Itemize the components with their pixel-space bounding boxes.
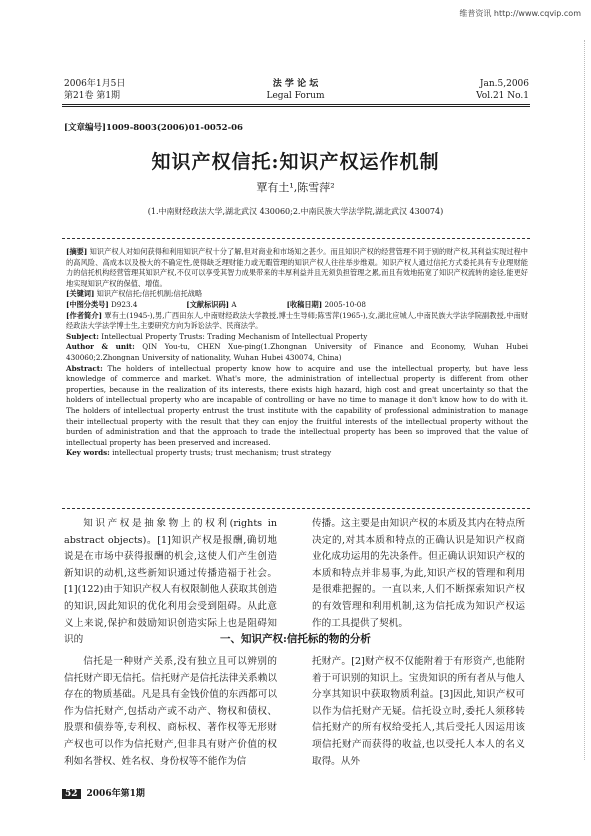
keywords-label: [关键词] [66, 289, 95, 299]
journal-name-en: Legal Forum [266, 91, 325, 101]
abstract-block [66, 247, 528, 459]
classification-row [66, 300, 528, 311]
intro-paragraph-right: 传播。这主要是由知识产权的本质及其内在特点所决定的,对其本质和特点的正确认识是知识产权商业化成功运用的先决条件。但正确认识知识产权的本质和特点并非易事,为此,知识产权的管理和利用是很难把握的。一直以来,人们不断探索知识产权的有效管理和利用机制,这为信托成为知识产权运作的工具提供了契机。 [312, 518, 525, 629]
article-authors: 覃有土¹,陈雪萍² [256, 181, 335, 194]
subject-en [66, 332, 528, 343]
footer-issue: 2006年第1期 [86, 789, 145, 799]
author-bio [66, 311, 528, 332]
author-bio-text: 覃有土(1945-),男,广西田东人,中南财经政法大学教授,博士生导师;陈雪萍(1965-),女,湖北应城人,中南民族大学法学院副教授,中南财经政法大学法学博士生,主要研究方向为诉讼法学、民商法学。 [66, 310, 528, 331]
abstract-label: [摘要] [66, 247, 88, 256]
section-heading: 一、知识产权:信托标的物的分析 [220, 633, 371, 645]
section-paragraph-right: 托财产。[2]财产权不仅能附着于有形资产,也能附着于可识别的知识上。宝贵知识的所有者从与他人分享其知识中获取物质利益。[3]因此,知识产权可以作为信托财产无疑。信托设立时,委托人须移转信托财产的所有权给受托人,其后受托人因运用该项信托财产而获得的收益,也以受托人本人的名义取得。从外 [312, 656, 525, 767]
key-words-label: Key words: [66, 448, 110, 458]
intro-left-column [64, 516, 277, 649]
watermark: 维普资讯 http://www.cqvip.com [459, 9, 581, 18]
doc-code-value: A [231, 299, 237, 309]
key-words-text: intellectual property trusts; trust mechanism; trust strategy [112, 448, 332, 458]
header-rule-thin [62, 106, 530, 107]
page-number: 52 [62, 789, 81, 799]
journal-date: 2006年1月5日 [64, 79, 126, 89]
journal-date-en: Jan.5,2006 [479, 79, 529, 89]
clc-value: D923.4 [111, 299, 138, 309]
keywords-en [66, 448, 528, 459]
journal-volume: 第21卷 第1期 [64, 91, 121, 101]
author-bio-label: [作者简介] [66, 310, 103, 320]
keywords-text: 知识产权信托;信托机制;信托战略 [96, 289, 203, 299]
page-footer [62, 786, 145, 799]
intro-right-column [312, 516, 525, 632]
author-unit-text: QIN You-tu, CHEN Xue-ping(1.Zhongnan University of Finance and Economy, Wuhan Hubei 430060;2.Zhongnan University of nationality, Wuhan Hubei 430074, China) [66, 342, 529, 362]
journal-volume-en: Vol.21 No.1 [476, 91, 529, 101]
subject-text: Intellectual Property Trusts: Trading Mechanism of Intellectual Property [101, 331, 368, 341]
received-label: [收稿日期] [286, 299, 323, 309]
keywords-cn [66, 289, 528, 300]
section-paragraph-left: 信托是一种财产关系,没有独立且可以辨别的信托财产即无信托。信托财产是信托法律关系赖以存在的物质基础。凡是具有金钱价值的东西都可以作为信托财产,包括动产或不动产、物权和债权、股票和债券等,专利权、商标权、著作权等无形财产权也可以作为信托财产,但非具有财产价值的权利如名誉权、姓名权、身份权等不能作为信 [64, 656, 277, 767]
author-unit-label: Author & unit: [66, 342, 135, 352]
section-left-column [64, 654, 277, 770]
clc-label: [中图分类号] [66, 299, 109, 309]
intro-paragraph-left: 知识产权是抽象物上的权利(rights in abstract objects)。[1]知识产权是报酬,确切地说是在市场中获得报酬的机会,这使人们产生创造新知识的动机,这些新知识通过传播造福于社会。[1](122)由于知识产权人有权限制他人获取其创造的知识,因此知识的优化利用会受到阻碍。从此意义上来说,保护和鼓励知识创造实际上也是阻碍知识的 [64, 518, 277, 646]
received-value: 2005-10-08 [324, 299, 366, 309]
abstract-text: 知识产权人对如何获得和利用知识产权十分了解,但对商业和市场知之甚少。而且知识产权的经营管理不同于别的财产权,其利益实现过程中的高风险、高成本以及极大的不确定性,使得缺乏理财能力或无暇管理的知识产权人往往举步维艰。知识产权人通过信托方式委托具有专业理财能力的信托机构经营管理其知识产权,不仅可以享受其智力成果带来的丰厚利益并且无须负担管理之累,而且有效地拓宽了知识产权流转的途径,能更好地实现知识产权的保值、增值。 [66, 247, 528, 288]
abstract-en-text: The holders of intellectual property know how to acquire and use the intellectual property, but have less knowledge of commerce and market. What's more, the administration of intellectual property is different from other properties, because in the realization of its interests, there exists high hazard, high cost and great uncertainty so that the holders of intellectual property who are incapable of controlling or have no time to manage it don't know how to do with it. The holders of intellectual property entrust the trust institute with the capability of professional administration to manage their intellectual property with the result that they can enjoy the fruitful interests of the intellectual property without the burden of administration and that the approach to trade the intellectual property has been so improved that the value of intellectual property has been preserved and increased. [66, 363, 528, 447]
journal-date-volume-en [476, 78, 529, 102]
abstract-en-label: Abstract: [66, 363, 103, 373]
doc-code-label: [文献标识码] [186, 299, 230, 309]
author-unit-en [66, 342, 528, 363]
abstract-cn [66, 247, 528, 289]
header-rule [62, 104, 530, 105]
article-title: 知识产权信托:知识产权运作机制 [151, 151, 440, 173]
abstract-bottom-divider [62, 508, 530, 509]
article-number: [文章编号]1009-8003(2006)01-0052-06 [64, 123, 243, 133]
section-right-column [312, 654, 525, 770]
subject-label: Subject: [66, 331, 99, 341]
abstract-top-divider [62, 238, 530, 239]
author-affiliation: (1.中南财经政法大学,湖北武汉 430060;2.中南民族大学法学院,湖北武汉 430074) [147, 207, 444, 216]
journal-name-cn: 法 学 论 坛 [272, 79, 319, 89]
abstract-en [66, 364, 528, 449]
